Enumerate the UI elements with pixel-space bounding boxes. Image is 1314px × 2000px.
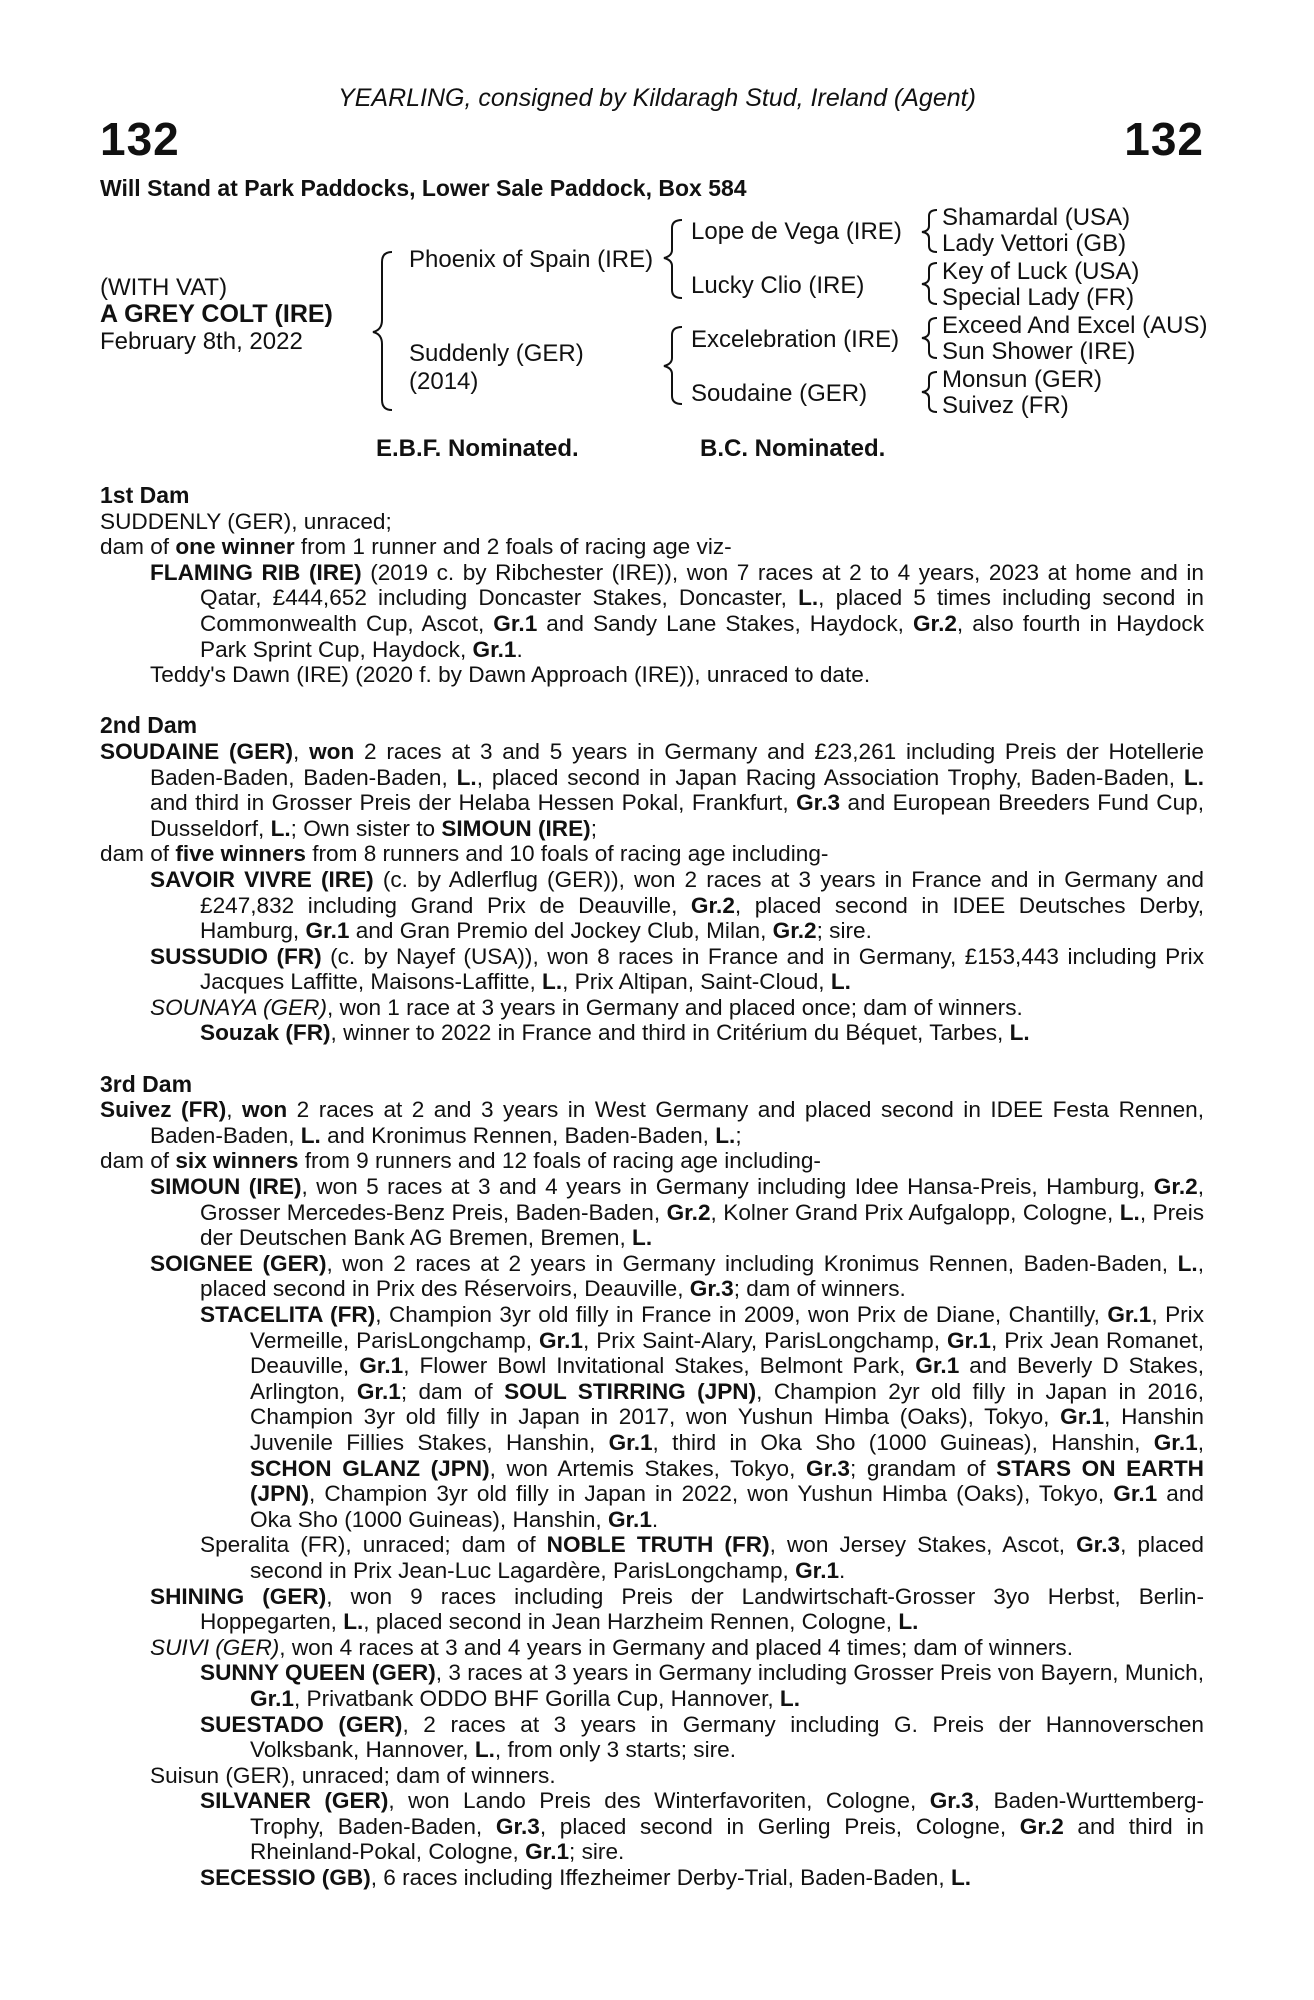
- produce-suivi: SUIVI (GER), won 4 races at 3 and 4 years in Germany and placed 4 times; dam of winners.: [150, 1634, 1073, 1660]
- section-heading-3rd-dam: 3rd Dam: [100, 1070, 193, 1097]
- dam-year: (2014): [409, 368, 479, 395]
- sire: Phoenix of Spain (IRE): [409, 246, 654, 273]
- bc-nominated: B.C. Nominated.: [700, 435, 886, 462]
- second-dam-record: SOUDAINE (GER), won 2 races at 3 and 5 years in Germany and £23,261 including Preis der Hotellerie Baden-Baden, Baden-Baden, L., placed second in Japan Racing Association Trophy, Baden-Baden, L. and third in Grosser Preis der Helaba Hessen Pokal, Frankfurt, Gr.3 and European Breeders Fund Cup, Dusseldorf, L.; Own sister to SIMOUN (IRE);: [100, 738, 1205, 841]
- stand-location: Will Stand at Park Paddocks, Lower Sale Paddock, Box 584: [100, 175, 747, 201]
- produce-speralita: Speralita (FR), unraced; dam of NOBLE TRUTH (FR), won Jersey Stakes, Ascot, Gr.3, placed second in Prix Jean-Luc Lagardère, ParisLongchamp, Gr.1.: [200, 1532, 1204, 1583]
- ebf-nominated: E.B.F. Nominated.: [376, 435, 579, 462]
- grandsire-1: Shamardal (USA): [942, 204, 1131, 231]
- produce-suisun: Suisun (GER), unraced; dam of winners.: [150, 1762, 556, 1788]
- first-dam-line: SUDDENLY (GER), unraced;: [100, 508, 392, 534]
- first-dam-produce-summary: dam of one winner from 1 runner and 2 foals of racing age viz-: [100, 534, 732, 560]
- produce-sunny-queen: SUNNY QUEEN (GER), 3 races at 3 years in Germany including Grosser Preis von Bayern, Munich, Gr.1, Privatbank ODDO BHF Gorilla Cup, Hannover, L.: [200, 1660, 1204, 1711]
- granddam-4: Special Lady (FR): [942, 284, 1135, 311]
- produce-simoun: SIMOUN (IRE), won 5 races at 3 and 4 years in Germany including Idee Hansa-Preis, Hamburg, Gr.2, Grosser Mercedes-Benz Preis, Baden-Baden, Gr.2, Kolner Grand Prix Aufgalopp, Cologne, L., Preis der Deutschen Bank AG Bremen, Bremen, L.: [150, 1174, 1205, 1251]
- granddam-6: Sun Shower (IRE): [942, 338, 1136, 365]
- produce-soignee: SOIGNEE (GER), won 2 races at 2 years in Germany including Kronimus Rennen, Baden-Baden, L., placed second in Prix des Réservoirs, Deauville, Gr.3; dam of winners.: [150, 1250, 1204, 1302]
- produce-suestado: SUESTADO (GER), 2 races at 3 years in Germany including G. Preis der Hannoverschen Volksbank, Hannover, L., from only 3 starts; sire.: [200, 1711, 1204, 1763]
- dam-sire: Excelebration (IRE): [691, 326, 900, 353]
- produce-silvaner: SILVANER (GER), won Lando Preis des Winterfavoriten, Cologne, Gr.3, Baden-Wurttemberg-Trophy, Baden-Baden, Gr.3, placed second in Gerling Preis, Cologne, Gr.2 and third in Rheinland-Pokal, Cologne, Gr.1; sire.: [200, 1788, 1204, 1865]
- section-heading-1st-dam: 1st Dam: [100, 482, 190, 508]
- granddam-2: Lady Vettori (GB): [942, 230, 1127, 257]
- produce-sounaya: SOUNAYA (GER), won 1 race at 3 years in Germany and placed once; dam of winners.: [150, 994, 1023, 1020]
- consignment-line: YEARLING, consigned by Kildaragh Stud, Ireland (Agent): [338, 84, 976, 112]
- lot-number-right: 132: [1124, 113, 1204, 165]
- second-dam-produce-summary: dam of five winners from 8 runners and 10 foals of racing age including-: [100, 841, 829, 867]
- produce-savoir-vivre: SAVOIR VIVRE (IRE) (c. by Adlerflug (GER)), won 2 races at 3 years in France and in Germany and £247,832 including Grand Prix de Deauville, Gr.2, placed second in IDEE Deutsches Derby, Hamburg, Gr.1 and Gran Premio del Jockey Club, Milan, Gr.2; sire.: [150, 866, 1204, 944]
- produce-teddys-dawn: Teddy's Dawn (IRE) (2020 f. by Dawn Approach (IRE)), unraced to date.: [150, 662, 871, 688]
- grandsire-7: Monsun (GER): [942, 366, 1103, 393]
- third-dam-record: Suivez (FR), won 2 races at 2 and 3 years in West Germany and placed second in IDEE Festa Rennen, Baden-Baden, L. and Kronimus Rennen, Baden-Baden, L.;: [100, 1097, 1204, 1148]
- lot-number-left: 132: [100, 113, 180, 165]
- grandsire-3: Key of Luck (USA): [942, 258, 1140, 285]
- catalogue-body: [100, 483, 1204, 1891]
- section-heading-2nd-dam: 2nd Dam: [100, 712, 198, 739]
- sire-sire: Lope de Vega (IRE): [691, 218, 902, 245]
- dam: Suddenly (GER): [409, 340, 584, 367]
- produce-shining: SHINING (GER), won 9 races including Preis der Landwirtschaft-Grosser 3yo Herbst, Berlin-Hoppegarten, L., placed second in Jean Harzheim Rennen, Cologne, L.: [150, 1583, 1205, 1635]
- granddam-8: Suivez (FR): [942, 392, 1069, 419]
- foaling-date: February 8th, 2022: [100, 328, 303, 355]
- sire-dam: Lucky Clio (IRE): [691, 272, 865, 299]
- third-dam-produce-summary: dam of six winners from 9 runners and 12 foals of racing age including-: [100, 1148, 821, 1174]
- produce-sussudio: SUSSUDIO (FR) (c. by Nayef (USA)), won 8 races in France and in Germany, £153,443 including Prix Jacques Laffitte, Maisons-Laffitte, L., Prix Altipan, Saint-Cloud, L.: [150, 943, 1204, 995]
- produce-souzak: Souzak (FR), winner to 2022 in France and third in Critérium du Béquet, Tarbes, L.: [200, 1020, 1030, 1046]
- produce-stacelita: STACELITA (FR), Champion 3yr old filly in France in 2009, won Prix de Diane, Chantilly, Gr.1, Prix Vermeille, ParisLongchamp, Gr.1, Prix Saint-Alary, ParisLongchamp, Gr.1, Prix Jean Romanet, Deauville, Gr.1, Flower Bowl Invitational Stakes, Belmont Park, Gr.1 and Beverly D Stakes, Arlington, Gr.1; dam of SOUL STIRRING (JPN), Champion 2yr old filly in Japan in 2016, Champion 3yr old filly in Japan in 2017, won Yushun Himba (Oaks), Tokyo, Gr.1, Hanshin Juvenile Fillies Stakes, Hanshin, Gr.1, third in Oka Sho (1000 Guineas), Hanshin, Gr.1, SCHON GLANZ (JPN), won Artemis Stakes, Tokyo, Gr.3; grandam of STARS ON EARTH (JPN), Champion 3yr old filly in Japan in 2022, won Yushun Himba (Oaks), Tokyo, Gr.1 and Oka Sho (1000 Guineas), Hanshin, Gr.1.: [200, 1302, 1205, 1532]
- horse-name: A GREY COLT (IRE): [100, 300, 333, 328]
- vat-note: (WITH VAT): [100, 274, 228, 301]
- produce-secessio: SECESSIO (GB), 6 races including Iffezheimer Derby-Trial, Baden-Baden, L.: [200, 1865, 972, 1891]
- grandsire-5: Exceed And Excel (AUS): [942, 312, 1208, 339]
- produce-flaming-rib: FLAMING RIB (IRE) (2019 c. by Ribchester (IRE)), won 7 races at 2 to 4 years, 2023 at home and in Qatar, £444,652 including Doncaster Stakes, Doncaster, L., placed 5 times including second in Commonwealth Cup, Ascot, Gr.1 and Sandy Lane Stakes, Haydock, Gr.2, also fourth in Haydock Park Sprint Cup, Haydock, Gr.1.: [150, 559, 1204, 662]
- dam-dam: Soudaine (GER): [691, 380, 868, 407]
